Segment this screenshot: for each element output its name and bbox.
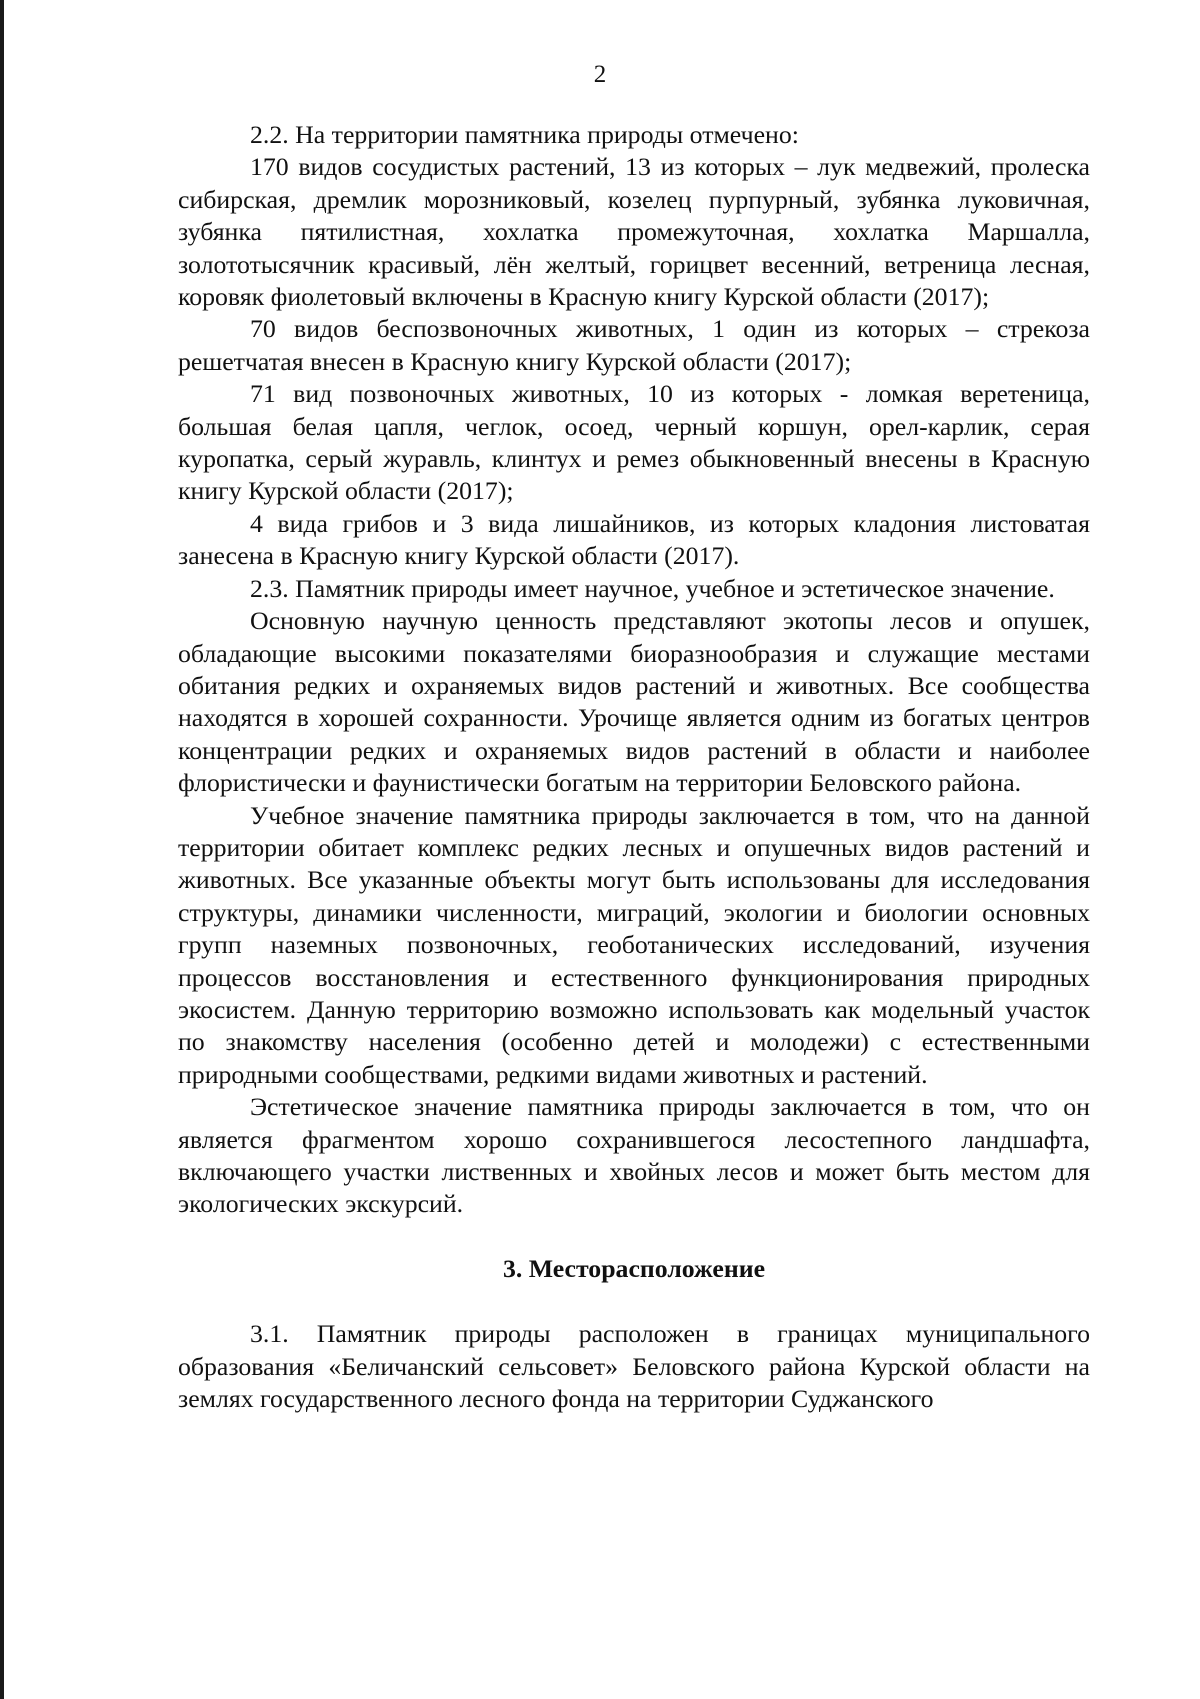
page-number: 2	[593, 61, 607, 88]
section-heading-location: 3. Месторасположение	[502, 1253, 766, 1283]
scan-border	[0, 0, 4, 1699]
document-body	[178, 119, 1090, 1415]
paragraph-vertebrates: 71 вид позвоночных животных, 10 из которых - ломкая веретеница, большая белая цапля, чеглок, осоед, черный коршун, орел-карлик, серая куропатка, серый журавль, клинтух и ремез обыкновенный внесены в Красную книгу Курской области (2017);	[178, 379, 1090, 506]
paragraph-3-1: 3.1. Памятник природы расположен в границах муниципального образования «Беличанский сельсовет» Беловского района Курской области на землях государственного лесного фонда на территории Суджанского	[178, 1319, 1090, 1414]
paragraph-aesthetic-value: Эстетическое значение памятника природы заключается в том, что он является фрагментом хорошо сохранившегося лесостепного ландшафта, включающего участки лиственных и хвойных лесов и может быть местом для экологических экскурсий.	[178, 1092, 1090, 1219]
paragraph-invertebrates: 70 видов беспозвоночных животных, 1 один из которых – стрекоза решетчатая внесен в Красную книгу Курской области (2017);	[178, 314, 1090, 376]
paragraph-vascular-plants: 170 видов сосудистых растений, 13 из которых – лук медвежий, пролеска сибирская, дремлик морозниковый, козелец пурпурный, зубянка луковичная, зубянка пятилистная, хохлатка промежуточная, хохлатка Маршалла, золототысячник красивый, лён желтый, горицвет весенний, ветреница лесная, коровяк фиолетовый включены в Красную книгу Курской области (2017);	[178, 152, 1090, 312]
paragraph-scientific-value: Основную научную ценность представляют экотопы лесов и опушек, обладающие высокими показателями биоразнообразия и служащие местами обитания редких и охраняемых видов растений и животных. Все сообщества находятся в хорошей сохранности. Урочище является одним из богатых центров концентрации редких и охраняемых видов растений в области и наиболее флористически и фаунистически богатым на территории Беловского района.	[178, 606, 1090, 798]
paragraph-2-2: 2.2. На территории памятника природы отмечено:	[250, 120, 799, 149]
paragraph-educational-value: Учебное значение памятника природы заключается в том, что на данной территории обитает комплекс редких лесных и опушечных видов растений и животных. Все указанные объекты могут быть использованы для исследования структуры, динамики численности, миграций, экологии и биологии основных групп наземных позвоночных, геоботанических исследований, изучения процессов восстановления и естественного функционирования природных экосистем. Данную территорию возможно использовать как модельный участок по знакомству населения (особенно детей и молодежи) с естественными природными сообществами, редкими видами животных и растений.	[178, 800, 1090, 1089]
paragraph-fungi-lichens: 4 вида грибов и 3 вида лишайников, из которых кладония листоватая занесена в Красную книгу Курской области (2017).	[178, 508, 1090, 571]
paragraph-2-3: 2.3. Памятник природы имеет научное, учебное и эстетическое значение.	[250, 573, 1055, 603]
